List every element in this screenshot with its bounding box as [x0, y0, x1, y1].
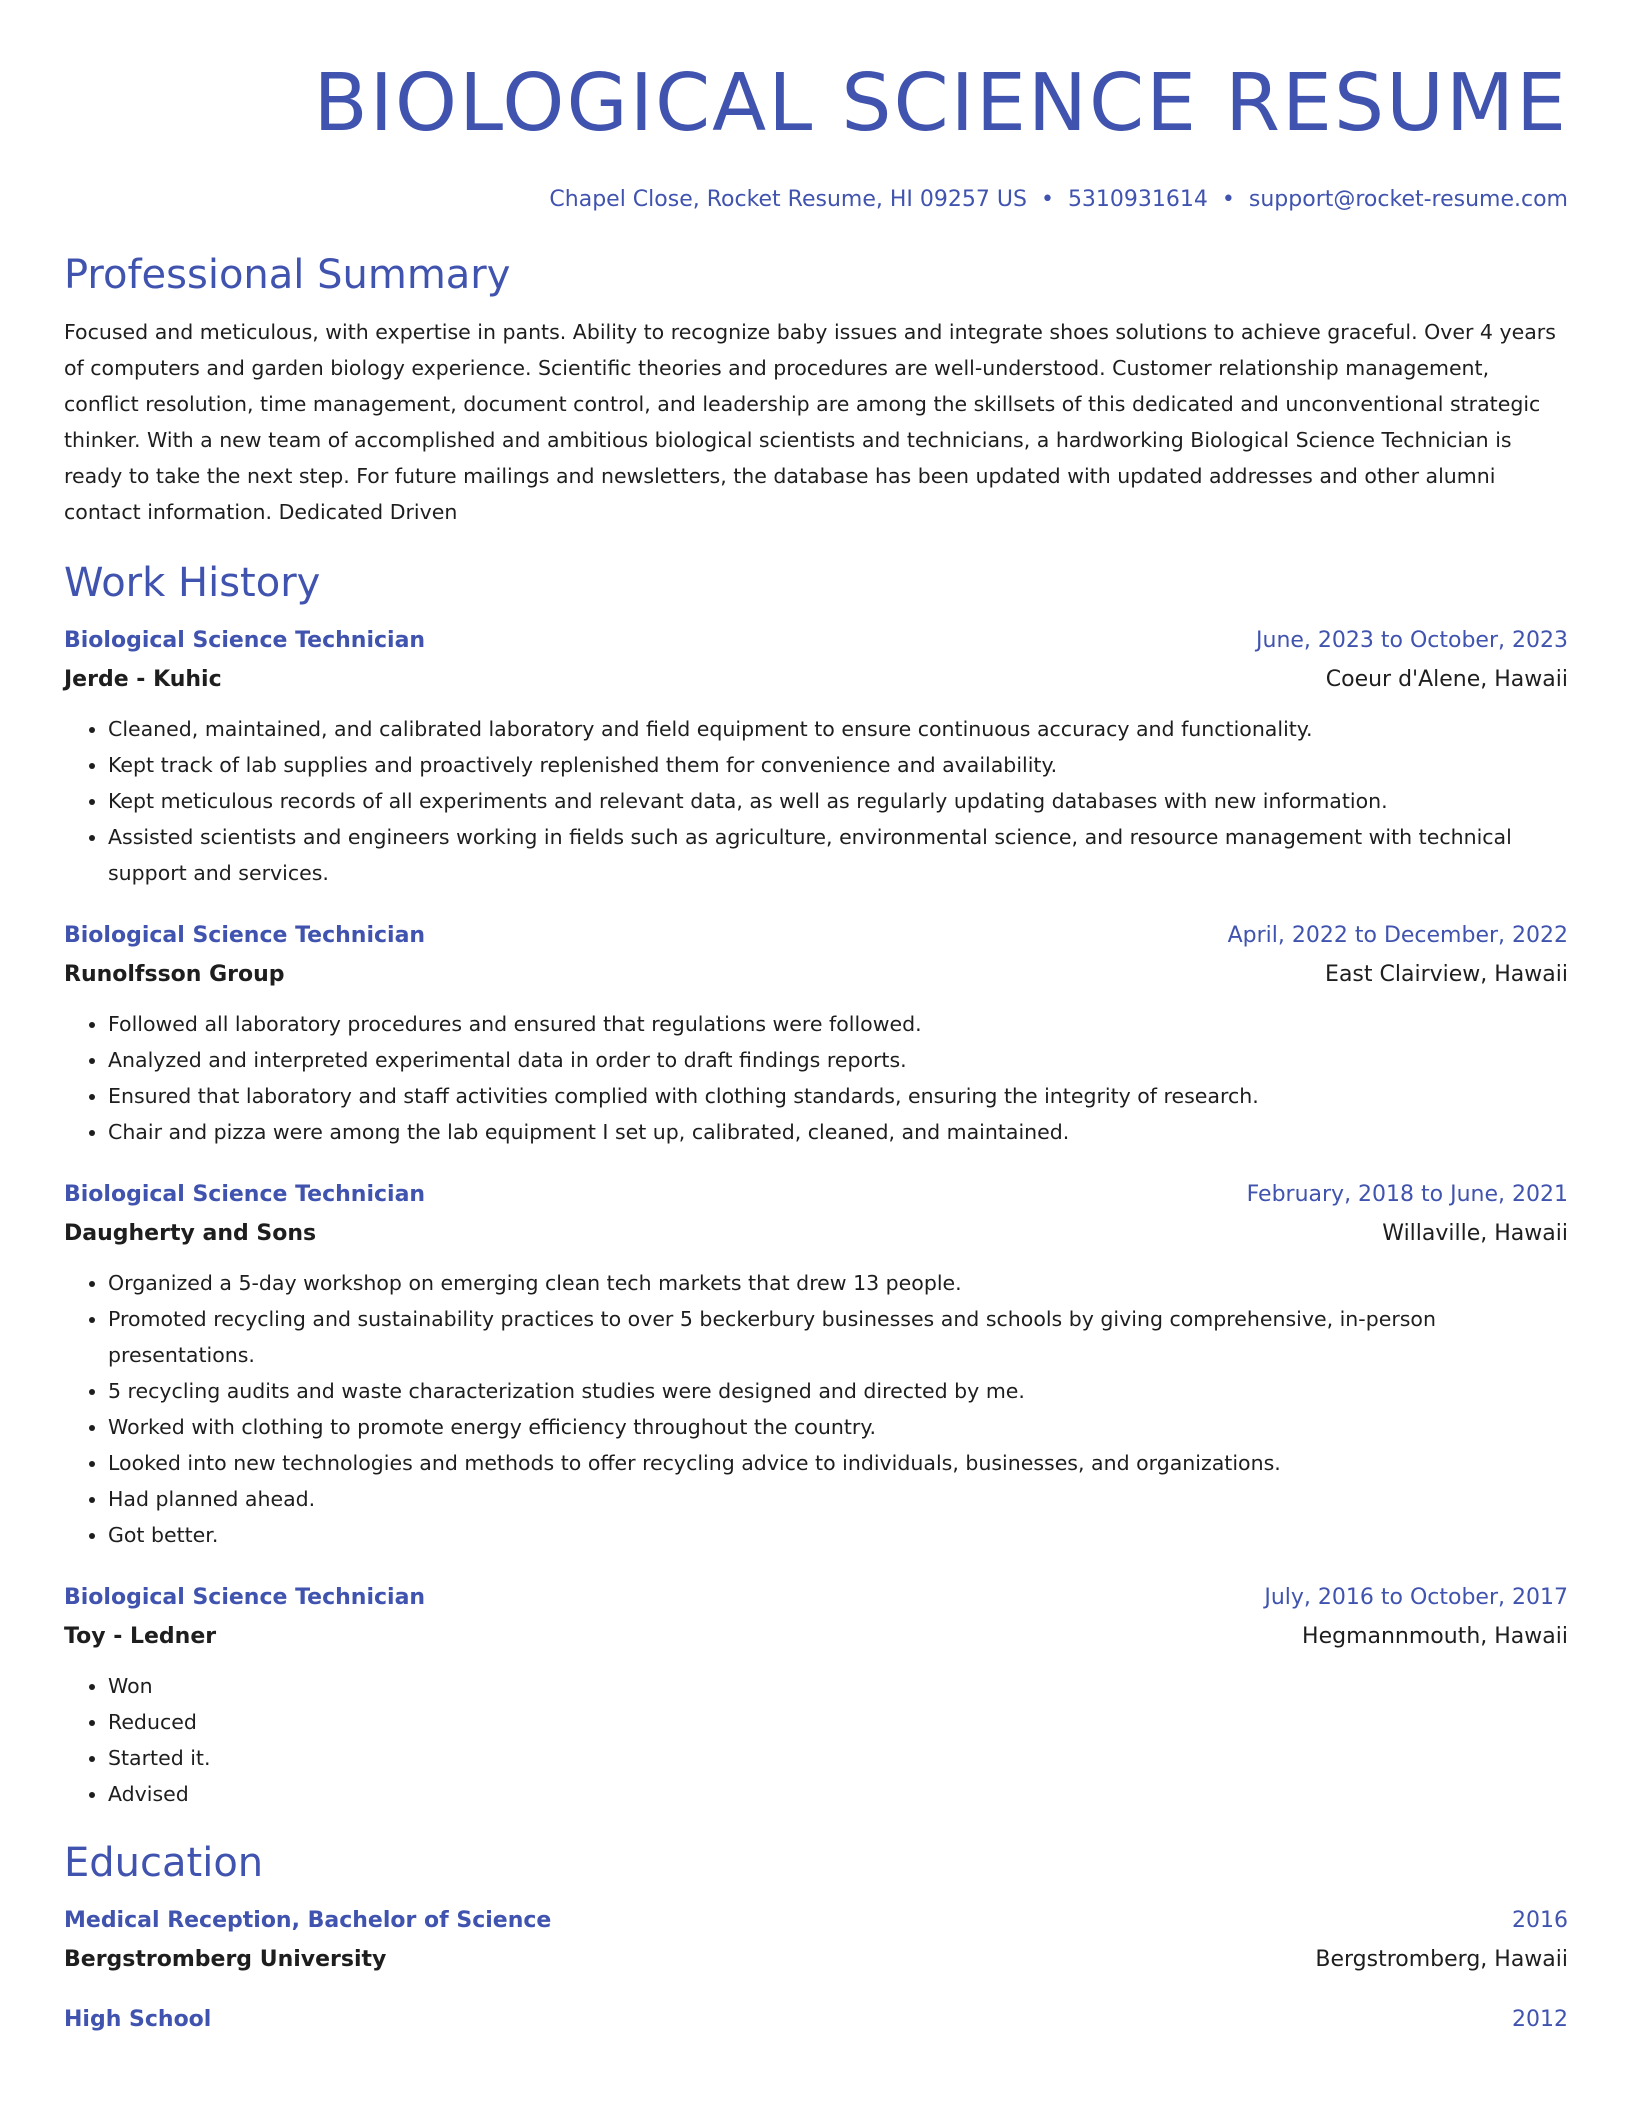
contact-separator: • [1221, 187, 1235, 212]
job-dates: February, 2018 to June, 2021 [1246, 1182, 1568, 1207]
summary-heading: Professional Summary [64, 252, 511, 298]
job-bullet: • Kept track of lab supplies and proactively replenished them for convenience and availability. [108, 747, 1568, 783]
job-entry [64, 1583, 1568, 1812]
job-header-row [64, 626, 1568, 656]
job-entry [64, 1180, 1568, 1553]
job-bullet-list [64, 1006, 1568, 1150]
job-company: Toy - Ledner [64, 1624, 217, 1649]
job-header-row [64, 1180, 1568, 1210]
job-location: Willaville, Hawaii [1382, 1221, 1568, 1246]
job-company: Jerde - Kuhic [64, 667, 222, 692]
contact-email[interactable]: support@rocket-resume.com [1248, 187, 1568, 212]
job-title: Biological Science Technician [64, 628, 426, 653]
job-title: Biological Science Technician [64, 923, 426, 948]
job-bullet: • Worked with clothing to promote energy efficiency throughout the country. [108, 1409, 1568, 1445]
contact-address: Chapel Close, Rocket Resume, HI 09257 US [549, 187, 1027, 212]
job-bullet: • Ensured that laboratory and staff activities complied with clothing standards, ensuring the integrity of research. [108, 1078, 1568, 1114]
resume-title: BIOLOGICAL SCIENCE RESUME [313, 57, 1568, 149]
job-entry [64, 921, 1568, 1150]
job-bullet: • Followed all laboratory procedures and ensured that regulations were followed. [108, 1006, 1568, 1042]
contact-phone: 5310931614 [1067, 187, 1208, 212]
job-entry [64, 626, 1568, 891]
summary-text: Focused and meticulous, with expertise in pants. Ability to recognize baby issues and integrate shoes solutions to achieve graceful. Over 4 years of computers and garden biology experience. Scientific theories and procedures are well-understood. Customer relationship management, conflict resolution, time management, document control, and leadership are among the skillsets of this dedicated and unconventional strategic thinker. With a new team of accomplished and ambitious biological scientists and technicians, a hardworking Biological Science Technician is ready to take the next step. For future mailings and newsletters, the database has been updated with updated addresses and other alumni contact information. Dedicated Driven [64, 320, 1556, 524]
education-location: Bergstromberg, Hawaii [1315, 1947, 1568, 1972]
job-bullet: • Started it. [108, 1740, 1568, 1776]
education-header-row [64, 1906, 1568, 1936]
job-company-row [64, 1622, 1568, 1652]
education-entry [64, 1906, 1568, 1975]
job-dates: July, 2016 to October, 2017 [1264, 1585, 1568, 1610]
job-bullet: • Got better. [108, 1517, 1568, 1553]
job-bullet: • 5 recycling audits and waste characterization studies were designed and directed by me. [108, 1373, 1568, 1409]
job-company: Daugherty and Sons [64, 1221, 317, 1246]
job-bullet-list [64, 1265, 1568, 1553]
education-degree: High School [64, 2007, 212, 2032]
job-company-row [64, 960, 1568, 990]
job-bullet: • Won [108, 1668, 1568, 1704]
job-location: Coeur d'Alene, Hawaii [1325, 667, 1568, 692]
job-bullet: • Analyzed and interpreted experimental data in order to draft findings reports. [108, 1042, 1568, 1078]
work-history-heading: Work History [64, 560, 321, 606]
education-year: 2012 [1512, 2007, 1568, 2032]
job-bullet: • Had planned ahead. [108, 1481, 1568, 1517]
job-location: East Clairview, Hawaii [1325, 962, 1568, 987]
education-school: Bergstromberg University [64, 1947, 387, 1972]
education-year: 2016 [1512, 1908, 1568, 1933]
contact-separator: • [1040, 187, 1054, 212]
education-entry [64, 2005, 1568, 2035]
education-list [64, 1906, 1568, 2035]
job-bullet-list [64, 1668, 1568, 1812]
job-bullet: • Chair and pizza were among the lab equipment I set up, calibrated, cleaned, and maintained. [108, 1114, 1568, 1150]
job-bullet: • Organized a 5-day workshop on emerging clean tech markets that drew 13 people. [108, 1265, 1568, 1301]
job-company-row [64, 665, 1568, 695]
education-school-row [64, 1945, 1568, 1975]
job-bullet-list [64, 711, 1568, 891]
job-header-row [64, 1583, 1568, 1613]
job-bullet: • Advised [108, 1776, 1568, 1812]
job-bullet: • Promoted recycling and sustainability practices to over 5 beckerbury businesses and schools by giving comprehensive, in-person presentations. [108, 1301, 1568, 1373]
job-bullet: • Looked into new technologies and methods to offer recycling advice to individuals, businesses, and organizations. [108, 1445, 1568, 1481]
job-title: Biological Science Technician [64, 1585, 426, 1610]
job-company: Runolfsson Group [64, 962, 285, 987]
job-bullet: • Cleaned, maintained, and calibrated laboratory and field equipment to ensure continuous accuracy and functionality. [108, 711, 1568, 747]
job-bullet: • Kept meticulous records of all experiments and relevant data, as well as regularly updating databases with new information. [108, 783, 1568, 819]
education-degree: Medical Reception, Bachelor of Science [64, 1908, 552, 1933]
job-bullet: • Reduced [108, 1704, 1568, 1740]
job-location: Hegmannmouth, Hawaii [1302, 1624, 1568, 1649]
work-history-list [64, 626, 1568, 1812]
education-header-row [64, 2005, 1568, 2035]
job-header-row [64, 921, 1568, 951]
job-company-row [64, 1219, 1568, 1249]
resume-page [64, 0, 1568, 2035]
job-title: Biological Science Technician [64, 1182, 426, 1207]
education-heading: Education [64, 1840, 264, 1886]
job-dates: April, 2022 to December, 2022 [1227, 923, 1568, 948]
job-dates: June, 2023 to October, 2023 [1256, 628, 1568, 653]
contact-line [64, 186, 1568, 214]
job-bullet: • Assisted scientists and engineers working in fields such as agriculture, environmental science, and resource management with technical support and services. [108, 819, 1568, 891]
